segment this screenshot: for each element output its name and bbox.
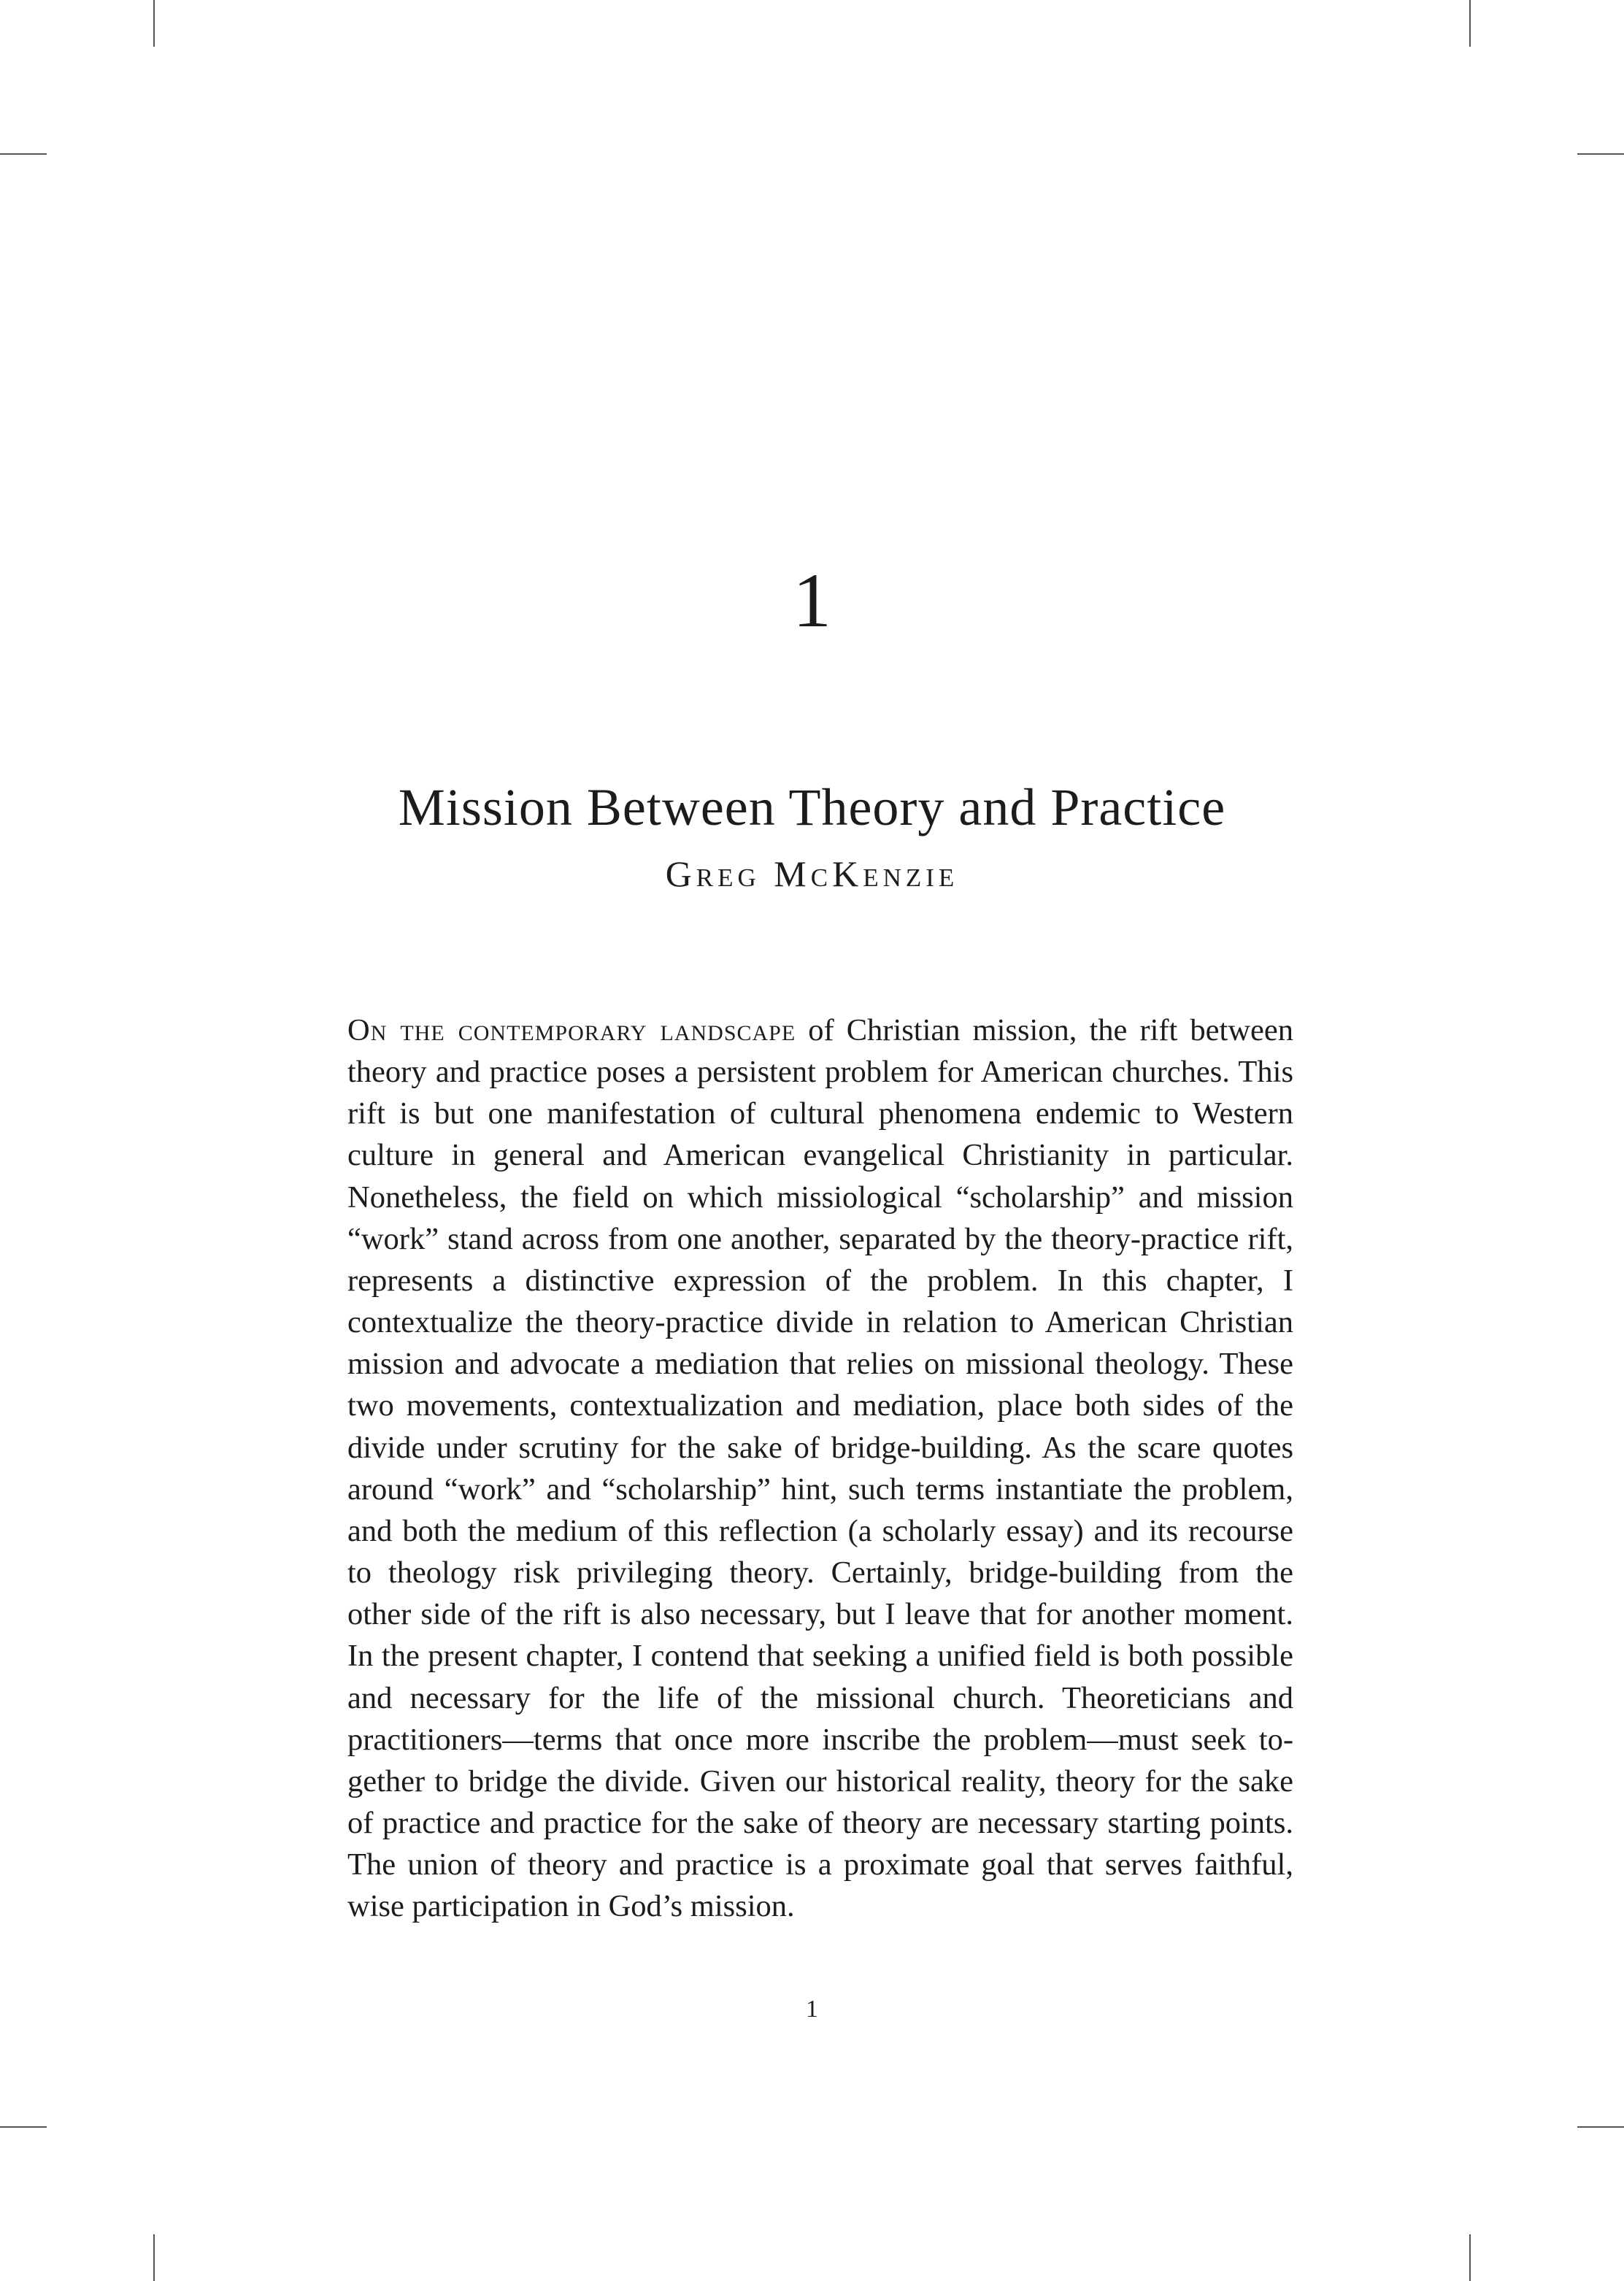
crop-mark-left-bottom <box>0 2126 47 2128</box>
crop-mark-bottom-right <box>1469 2234 1471 2281</box>
chapter-author: Greg McKenzie <box>665 853 959 894</box>
crop-mark-left-top <box>0 153 47 155</box>
crop-mark-bottom-left <box>153 2234 155 2281</box>
crop-mark-right-bottom <box>1577 2126 1624 2128</box>
crop-mark-top-right <box>1469 0 1471 47</box>
chapter-title: Mission Between Theory and Practice <box>398 778 1226 837</box>
chapter-number: 1 <box>793 558 831 643</box>
body-paragraph <box>347 1009 1293 1927</box>
page-number: 1 <box>806 1996 818 2023</box>
paragraph-text: of Christian mission, the rift between theory and practice poses a persistent problem for American churches. This rift is but one manifestation of cultural phenomena endemic to Western culture in general and American evangelical Christianity in particular. Nonetheless, the field on which missiological “scholarship” and mission “work” stand across from one another, separated by the theory-practice rift, represents a distinctive expression of the problem. In this chapter, I contextualize the theory-practice divide in relation to American Christian mission and advocate a mediation that relies on missional theology. These two movements, contextualization and mediation, place both sides of the divide under scrutiny for the sake of bridge-building. As the scare quotes around “work” and “scholarship” hint, such terms instantiate the problem, and both the medium of this reflection (a scholarly essay) and its recourse to theology risk privileging theory. Certainly, bridge-building from the other side of the rift is also necessary, but I leave that for another moment. In the present chapter, I contend that seeking a unified field is both possible and necessary for the life of the missional church. Theoreticians and practitioners—terms that once more inscribe the problem—must seek together to bridge the divide. Given our historical reality, theory for the sake of practice and practice for the sake of theory are necessary starting points. The union of theory and practice is a proximate goal that serves faithful, wise participation in God’s mission. <box>347 1013 1293 1924</box>
crop-mark-top-left <box>153 0 155 47</box>
crop-mark-right-top <box>1577 153 1624 155</box>
lead-in-small-caps: On the contemporary landscape <box>347 1013 796 1047</box>
